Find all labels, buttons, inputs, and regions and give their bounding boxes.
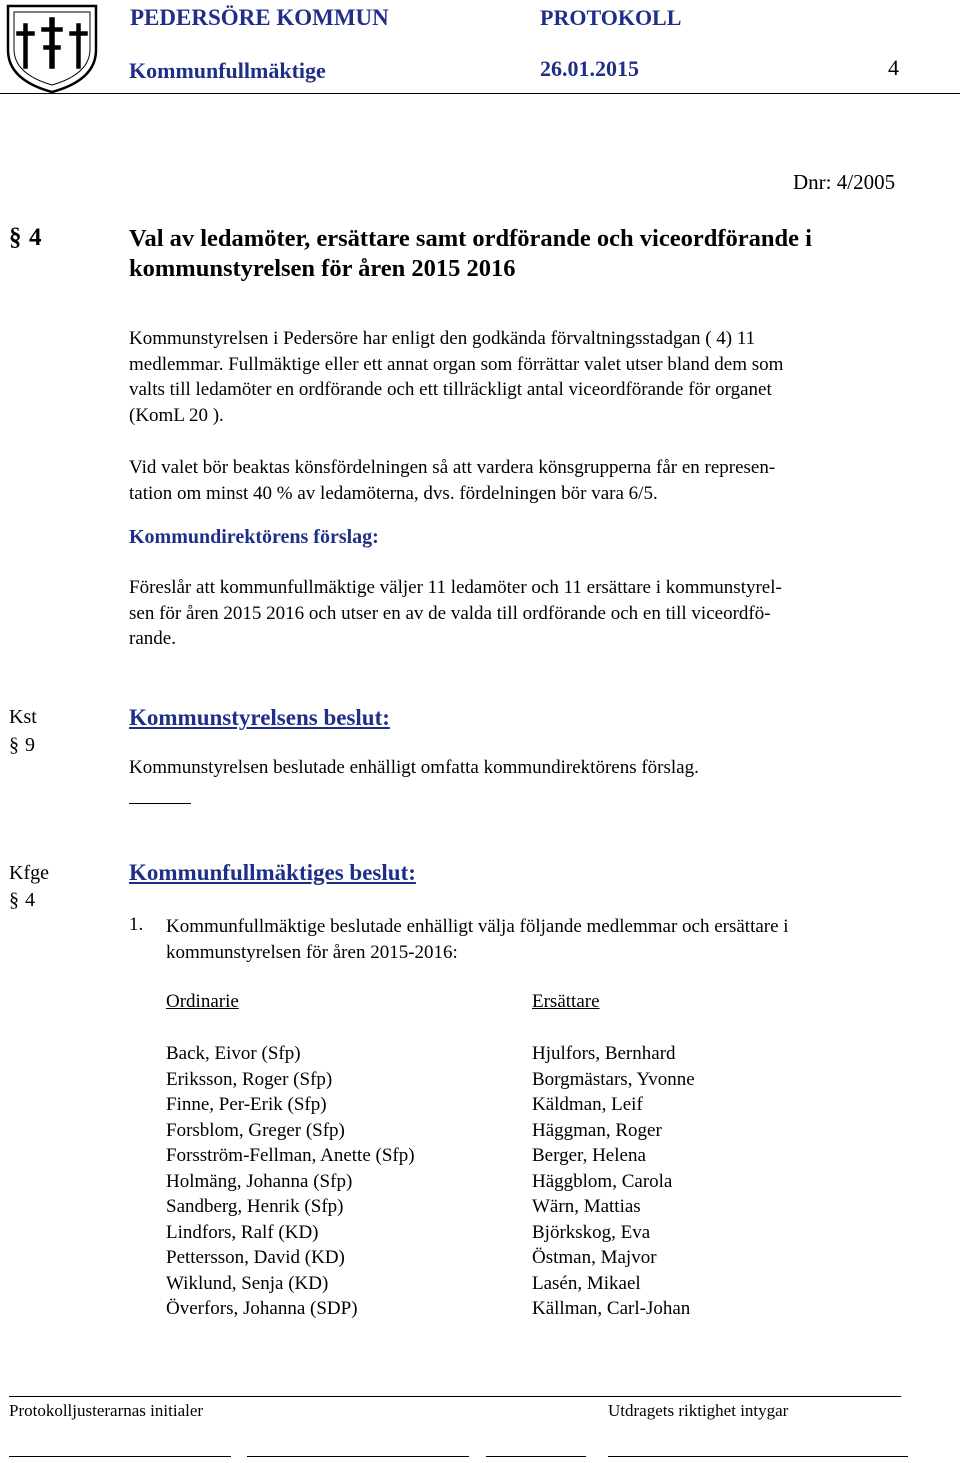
ersattare-member: Wärn, Mattias (532, 1196, 641, 1217)
ordinarie-heading: Ordinarie (166, 991, 239, 1012)
ersattare-member: Källman, Carl-Johan (532, 1298, 691, 1319)
kfge-label: Kfge (9, 862, 49, 884)
dnr: Dnr: 4/2005 (793, 170, 896, 194)
ersattare-member: Häggman, Roger (532, 1119, 662, 1141)
ersattare-list (532, 1041, 695, 1322)
ersattare-member: Östman, Majvor (532, 1247, 657, 1268)
body-name: Kommunfullmäktige (129, 58, 326, 83)
ordinarie-member: Eriksson, Roger (Sfp) (166, 1068, 333, 1090)
ersattare-member: Käldman, Leif (532, 1094, 643, 1115)
ersattare-member: Berger, Helena (532, 1145, 646, 1166)
ordinarie-member: Wiklund, Senja (KD) (166, 1272, 329, 1294)
paragraph-1-line: (KomL 20 ). (129, 404, 224, 426)
kfge-symbol: § (9, 889, 19, 911)
paragraph-1-line: valts till ledamöter en ordförande och ett tillräckligt antal viceordförande för organet (129, 379, 772, 401)
ordinarie-list (166, 1041, 415, 1322)
paragraph-2-line: tation om minst 40 % av ledamöterna, dvs. fördelningen bör vara 6/5. (129, 482, 658, 504)
proposal-heading: Kommundirektörens förslag: (129, 526, 379, 548)
meeting-date: 26.01.2015 (540, 56, 639, 81)
ordinarie-member: Holmäng, Johanna (Sfp) (166, 1170, 353, 1192)
kfge-number: 4 (25, 889, 35, 911)
kfge-item-number: 1. (129, 914, 144, 935)
kst-label: Kst (9, 706, 37, 728)
signature-line (608, 1456, 908, 1457)
proposal-line: Föreslår att kommunfullmäktige väljer 11 ledamöter och 11 ersättare i kommunstyrel- (129, 577, 782, 598)
proposal-line: sen för åren 2015 2016 och utser en av de valda till ordförande och en till viceordfö- (129, 602, 771, 624)
ersattare-member: Häggblom, Carola (532, 1170, 673, 1192)
coat-of-arms-logo (4, 2, 100, 94)
footer-divider (9, 1396, 901, 1397)
signature-line (9, 1456, 231, 1457)
header-divider (0, 93, 960, 94)
ersattare-member: Hjulfors, Bernhard (532, 1043, 676, 1064)
section-title-line2: kommunstyrelsen för åren 2015 2016 (129, 255, 516, 282)
ordinarie-member: Pettersson, David (KD) (166, 1247, 345, 1268)
ersattare-member: Björkskog, Eva (532, 1221, 651, 1243)
paragraph-2 (129, 455, 775, 506)
kfge-item-line: kommunstyrelsen för åren 2015-2016: (166, 941, 458, 963)
signature-line (247, 1456, 469, 1457)
section-title (129, 224, 812, 284)
ordinarie-member: Finne, Per-Erik (Sfp) (166, 1094, 327, 1115)
kst-text: Kommunstyrelsen beslutade enhälligt omfatta kommundirektörens förslag. (129, 757, 699, 778)
page-number: 4 (888, 55, 899, 80)
ordinarie-member: Back, Eivor (Sfp) (166, 1043, 301, 1064)
ersattare-heading: Ersättare (532, 991, 600, 1012)
proposal-line: rande. (129, 628, 176, 650)
ordinarie-member: Överfors, Johanna (SDP) (166, 1298, 358, 1319)
signature-line (486, 1456, 586, 1457)
ersattare-member: Lasén, Mikael (532, 1272, 641, 1294)
proposal-text (129, 575, 782, 652)
footer-left-label: Protokolljusterarnas initialer (9, 1401, 204, 1420)
ordinarie-member: Forsström-Fellman, Anette (Sfp) (166, 1145, 415, 1166)
paragraph-1-line: Kommunstyrelsen i Pedersöre har enligt den godkända förvaltningsstadgan ( 4) 11 (129, 328, 756, 349)
ordinarie-member: Sandberg, Henrik (Sfp) (166, 1196, 344, 1217)
section-symbol: § (9, 224, 22, 251)
paragraph-2-line: Vid valet bör beaktas könsfördelningen så att vardera könsgrupperna får en represen- (129, 457, 776, 478)
ersattare-member: Borgmästars, Yvonne (532, 1068, 695, 1090)
kfge-item-text (166, 914, 789, 965)
paragraph-1-line: medlemmar. Fullmäktige eller ett annat organ som förrättar valet utser bland dem som (129, 353, 784, 375)
section-number: 4 (29, 224, 42, 251)
ordinarie-member: Forsblom, Greger (Sfp) (166, 1119, 345, 1141)
kfge-heading: Kommunfullmäktiges beslut: (129, 860, 416, 885)
short-divider (129, 803, 191, 804)
section-title-line1: Val av ledamöter, ersättare samt ordförande och viceordförande i (129, 225, 812, 252)
org-name: PEDERSÖRE KOMMUN (130, 5, 389, 30)
kst-number: 9 (25, 734, 35, 756)
ordinarie-member: Lindfors, Ralf (KD) (166, 1221, 319, 1243)
paragraph-1 (129, 326, 783, 428)
kst-symbol: § (9, 734, 19, 756)
doc-type: PROTOKOLL (540, 5, 682, 30)
footer-right-label: Utdragets riktighet intygar (608, 1401, 789, 1420)
kst-heading: Kommunstyrelsens beslut: (129, 705, 390, 730)
kfge-item-line: Kommunfullmäktige beslutade enhälligt välja följande medlemmar och ersättare i (166, 916, 789, 937)
